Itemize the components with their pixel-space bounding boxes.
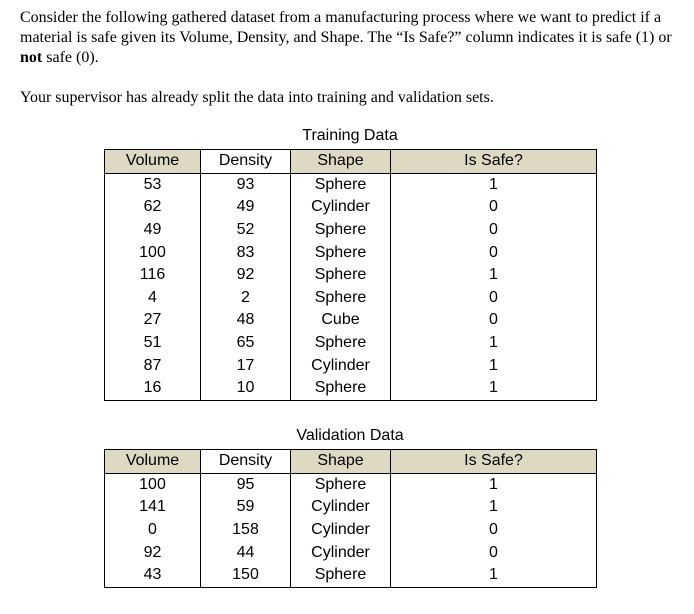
cell-shape: Sphere [291,241,391,264]
intro-text-end: safe (0). [42,49,99,66]
cell-is-safe: 1 [391,473,597,496]
cell-is-safe: 1 [391,564,597,587]
table-row [105,287,597,310]
cell-is-safe: 0 [391,309,597,332]
header-is-safe: Is Safe? [391,450,597,474]
cell-is-safe: 0 [391,519,597,542]
cell-density: 158 [201,519,291,542]
cell-density: 52 [201,219,291,242]
table-row [105,473,597,496]
header-shape: Shape [291,450,391,474]
table-row [105,332,597,355]
table-row [105,541,597,564]
table-row [105,173,597,196]
table-row [105,241,597,264]
cell-density: 49 [201,196,291,219]
cell-density: 10 [201,377,291,400]
header-row [105,450,597,474]
header-volume: Volume [105,150,201,174]
cell-is-safe: 1 [391,332,597,355]
cell-volume: 100 [105,473,201,496]
header-density: Density [201,450,291,474]
cell-shape: Sphere [291,264,391,287]
cell-volume: 87 [105,354,201,377]
cell-is-safe: 0 [391,219,597,242]
cell-volume: 53 [105,173,201,196]
cell-density: 17 [201,354,291,377]
cell-density: 150 [201,564,291,587]
intro-text-start: Consider the following gathered dataset from a manufacturing process where we want to predict if a material is safe given its Volume, Density, and Shape. The “Is Safe?” column indicates it is safe (1) or [20,9,672,46]
table-row [105,354,597,377]
intro-bold-not: not [20,49,43,66]
cell-density: 83 [201,241,291,264]
training-data-title: Training Data [302,127,398,144]
cell-is-safe: 1 [391,496,597,519]
header-is-safe: Is Safe? [391,150,597,174]
header-shape: Shape [291,150,391,174]
cell-is-safe: 1 [391,173,597,196]
cell-is-safe: 1 [391,377,597,400]
cell-shape: Sphere [291,173,391,196]
cell-density: 93 [201,173,291,196]
cell-is-safe: 0 [391,196,597,219]
cell-volume: 49 [105,219,201,242]
cell-volume: 141 [105,496,201,519]
cell-volume: 43 [105,564,201,587]
table-row [105,564,597,587]
cell-volume: 62 [105,196,201,219]
training-data-table [104,149,597,401]
table-row [105,309,597,332]
cell-shape: Cylinder [291,196,391,219]
cell-shape: Cylinder [291,519,391,542]
table-row [105,264,597,287]
cell-shape: Cylinder [291,496,391,519]
cell-shape: Sphere [291,332,391,355]
cell-density: 2 [201,287,291,310]
table-row [105,196,597,219]
cell-density: 65 [201,332,291,355]
table-row [105,496,597,519]
header-row [105,150,597,174]
validation-data-title: Validation Data [296,427,404,444]
cell-is-safe: 1 [391,264,597,287]
cell-volume: 100 [105,241,201,264]
validation-data-table [104,449,597,588]
cell-volume: 92 [105,541,201,564]
cell-volume: 4 [105,287,201,310]
cell-density: 48 [201,309,291,332]
cell-shape: Cylinder [291,354,391,377]
header-density: Density [201,150,291,174]
header-volume: Volume [105,450,201,474]
cell-is-safe: 0 [391,241,597,264]
supervisor-note: Your supervisor has already split the data into training and validation sets. [20,89,494,106]
cell-shape: Sphere [291,219,391,242]
table-row [105,377,597,400]
cell-density: 59 [201,496,291,519]
cell-shape: Sphere [291,287,391,310]
cell-volume: 16 [105,377,201,400]
cell-volume: 51 [105,332,201,355]
cell-is-safe: 0 [391,287,597,310]
cell-shape: Cube [291,309,391,332]
cell-density: 44 [201,541,291,564]
table-row [105,219,597,242]
cell-density: 92 [201,264,291,287]
cell-density: 95 [201,473,291,496]
cell-shape: Sphere [291,473,391,496]
cell-is-safe: 0 [391,541,597,564]
cell-shape: Sphere [291,377,391,400]
cell-volume: 116 [105,264,201,287]
table-row [105,519,597,542]
cell-volume: 0 [105,519,201,542]
cell-shape: Sphere [291,564,391,587]
cell-shape: Cylinder [291,541,391,564]
intro-paragraph [20,8,688,68]
cell-is-safe: 1 [391,354,597,377]
cell-volume: 27 [105,309,201,332]
